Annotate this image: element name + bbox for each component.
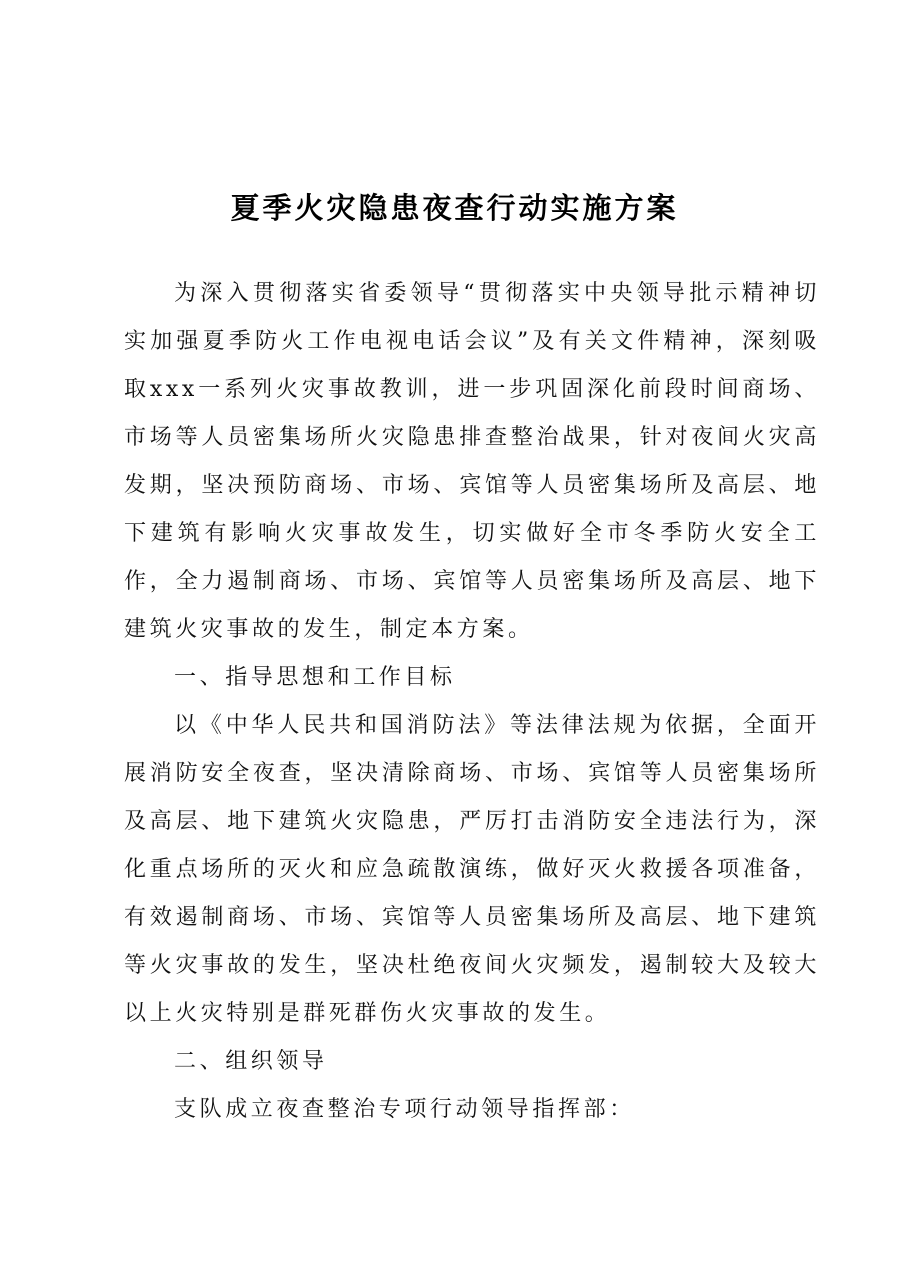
section-heading-organization: 二、组织领导	[174, 1049, 328, 1074]
organization-paragraph: 支队成立夜查整治专项行动领导指挥部：	[174, 1097, 635, 1122]
section-heading-guiding-ideology: 一、指导思想和工作目标	[174, 665, 456, 690]
document-body	[124, 270, 820, 1134]
guiding-ideology-paragraph: 以《中华人民共和国消防法》等法律法规为依据，全面开展消防安全夜查，坚决清除商场、市场、宾馆等人员密集场所及高层、地下建筑火灾隐患，严厉打击消防安全违法行为，深化重点场所的灭火和应急疏散演练，做好灭火救援各项准备，有效遏制商场、市场、宾馆等人员密集场所及高层、地下建筑等火灾事故的发生，坚决杜绝夜间火灾频发，遏制较大及较大以上火灾特别是群死群伤火灾事故的发生。	[124, 713, 820, 1026]
intro-paragraph: 为深入贯彻落实省委领导“贯彻落实中央领导批示精神切实加强夏季防火工作电视电话会议”及有关文件精神，深刻吸取xxx一系列火灾事故教训，进一步巩固深化前段时间商场、市场等人员密集场所火灾隐患排查整治战果，针对夜间火灾高发期，坚决预防商场、市场、宾馆等人员密集场所及高层、地下建筑有影响火灾事故发生，切实做好全市冬季防火安全工作，全力遏制商场、市场、宾馆等人员密集场所及高层、地下建筑火灾事故的发生，制定本方案。	[124, 281, 820, 642]
document-title: 夏季火灾隐患夜查行动实施方案	[230, 191, 679, 225]
